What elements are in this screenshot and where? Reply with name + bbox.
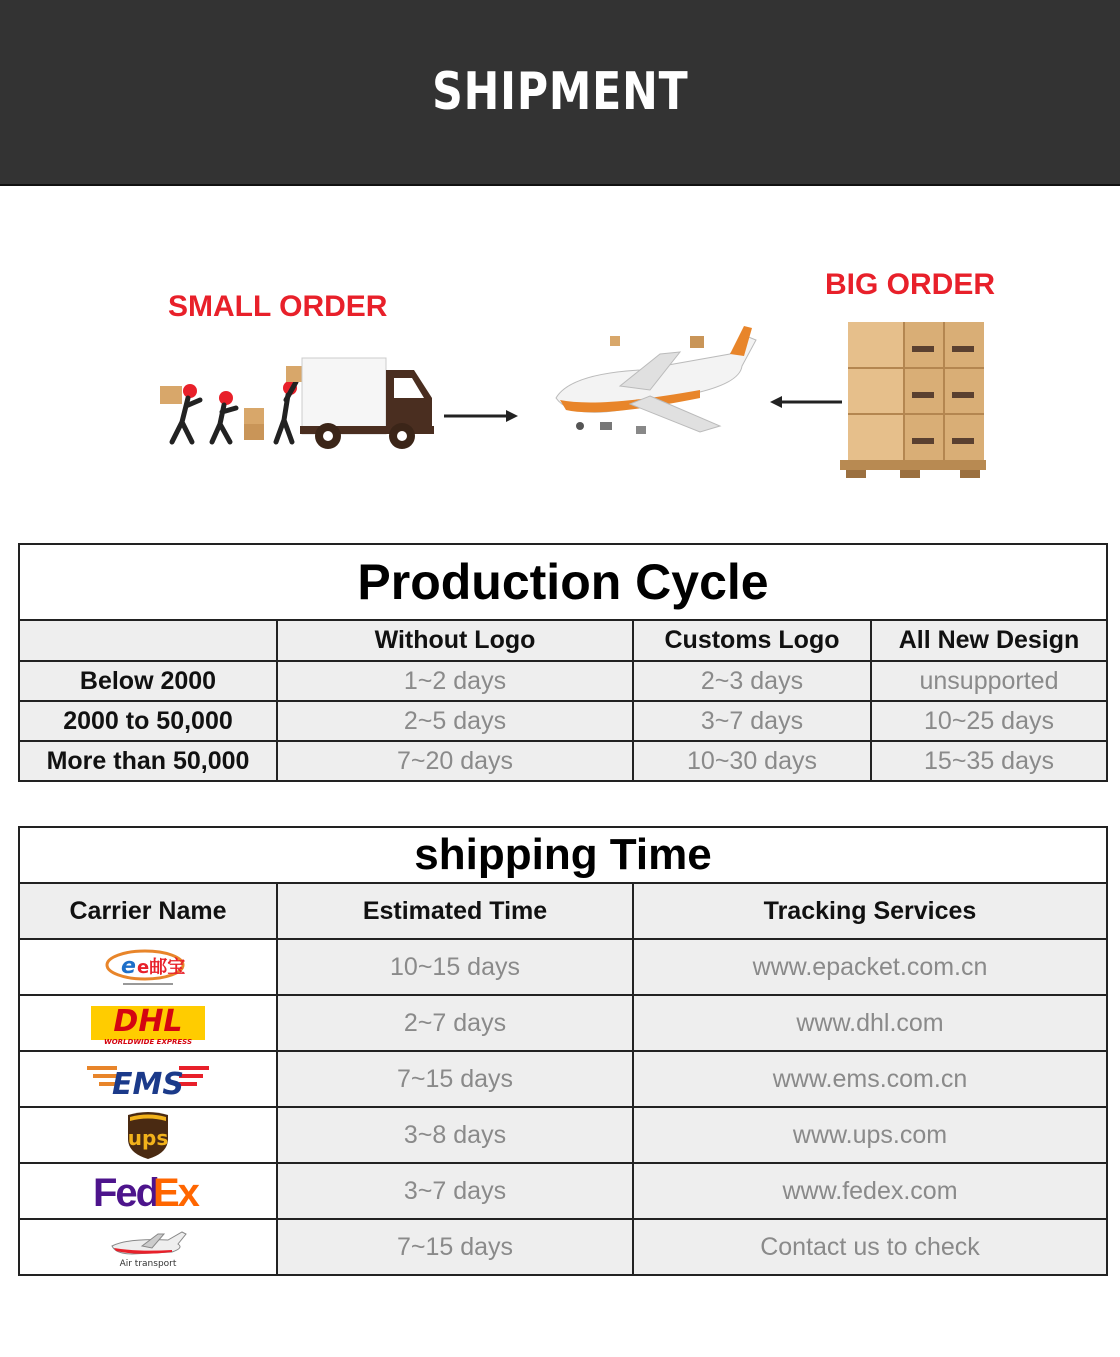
- svg-text:DHL: DHL: [113, 1004, 183, 1039]
- small-order-label: SMALL ORDER: [168, 290, 388, 323]
- svg-text:Ex: Ex: [153, 1171, 198, 1214]
- table-cell: 15~35 days: [871, 741, 1107, 781]
- dhl-logo-icon: [83, 1000, 213, 1046]
- table-cell: 3~7 days: [277, 1163, 633, 1219]
- ems-logo-icon: [83, 1056, 213, 1102]
- table-row: [19, 1219, 1107, 1275]
- table-cell: 2~3 days: [633, 661, 871, 701]
- tracking-link[interactable]: www.ups.com: [633, 1107, 1107, 1163]
- tracking-link[interactable]: www.dhl.com: [633, 995, 1107, 1051]
- production-cycle-title: Production Cycle: [19, 544, 1107, 620]
- table-cell: 3~7 days: [633, 701, 871, 741]
- table-cell: 1~2 days: [277, 661, 633, 701]
- table-cell: 7~20 days: [277, 741, 633, 781]
- page-title: SHIPMENT: [431, 62, 689, 122]
- column-header-all-new-design: All New Design: [871, 620, 1107, 661]
- air-transport-logo-icon: [98, 1224, 198, 1270]
- big-order-label: BIG ORDER: [825, 268, 996, 301]
- carrier-logo-cell: [19, 1219, 277, 1275]
- svg-text:Air transport: Air transport: [119, 1259, 177, 1269]
- table-row: [19, 741, 1107, 781]
- workers-icon: [172, 381, 297, 442]
- pallet-boxes-icon: [840, 322, 986, 478]
- table-cell: 2~5 days: [277, 701, 633, 741]
- table-cell: 7~15 days: [277, 1219, 633, 1275]
- carrier-logo-cell: [19, 939, 277, 995]
- table-cell: 7~15 days: [277, 1051, 633, 1107]
- table-cell: 2~7 days: [277, 995, 633, 1051]
- svg-text:WORLDWIDE EXPRESS: WORLDWIDE EXPRESS: [103, 1038, 193, 1046]
- svg-text:EMS: EMS: [112, 1067, 184, 1102]
- svg-text:e: e: [121, 954, 136, 979]
- table-row: [19, 1163, 1107, 1219]
- shipping-time-table: [18, 826, 1108, 1276]
- shipping-illustration: [0, 186, 1120, 526]
- epacket-logo-icon: [93, 945, 203, 989]
- column-header-blank: [19, 620, 277, 661]
- table-row: [19, 1107, 1107, 1163]
- arrow-left-icon: [770, 396, 842, 408]
- table-cell: 10~25 days: [871, 701, 1107, 741]
- carrier-logo-cell: [19, 1107, 277, 1163]
- airplane-icon: [556, 326, 756, 434]
- table-row: [19, 1051, 1107, 1107]
- row-label: 2000 to 50,000: [19, 701, 277, 741]
- row-label: More than 50,000: [19, 741, 277, 781]
- truck-icon: [300, 358, 434, 449]
- ups-logo-icon: [118, 1109, 178, 1161]
- column-header-customs-logo: Customs Logo: [633, 620, 871, 661]
- tracking-note: Contact us to check: [633, 1219, 1107, 1275]
- svg-text:e邮宝: e邮宝: [137, 957, 186, 978]
- svg-text:ups: ups: [127, 1126, 169, 1150]
- tracking-link[interactable]: www.ems.com.cn: [633, 1051, 1107, 1107]
- column-header-tracking: Tracking Services: [633, 883, 1107, 939]
- table-cell: 3~8 days: [277, 1107, 633, 1163]
- arrow-right-icon: [444, 410, 518, 422]
- row-label: Below 2000: [19, 661, 277, 701]
- table-row: [19, 995, 1107, 1051]
- illustration-graphics: [0, 186, 1120, 526]
- table-cell: unsupported: [871, 661, 1107, 701]
- table-row: [19, 939, 1107, 995]
- table-cell: 10~15 days: [277, 939, 633, 995]
- column-header-carrier: Carrier Name: [19, 883, 277, 939]
- carrier-logo-cell: [19, 1163, 277, 1219]
- table-row: [19, 661, 1107, 701]
- svg-text:Fed: Fed: [93, 1171, 159, 1214]
- column-header-without-logo: Without Logo: [277, 620, 633, 661]
- header-banner: [0, 0, 1120, 186]
- table-row: [19, 701, 1107, 741]
- carrier-logo-cell: [19, 995, 277, 1051]
- production-cycle-table: [18, 543, 1108, 782]
- carrier-logo-cell: [19, 1051, 277, 1107]
- tracking-link[interactable]: www.fedex.com: [633, 1163, 1107, 1219]
- table-cell: 10~30 days: [633, 741, 871, 781]
- fedex-logo-icon: [83, 1168, 213, 1214]
- tracking-link[interactable]: www.epacket.com.cn: [633, 939, 1107, 995]
- shipping-time-title: shipping Time: [19, 827, 1107, 883]
- column-header-estimated-time: Estimated Time: [277, 883, 633, 939]
